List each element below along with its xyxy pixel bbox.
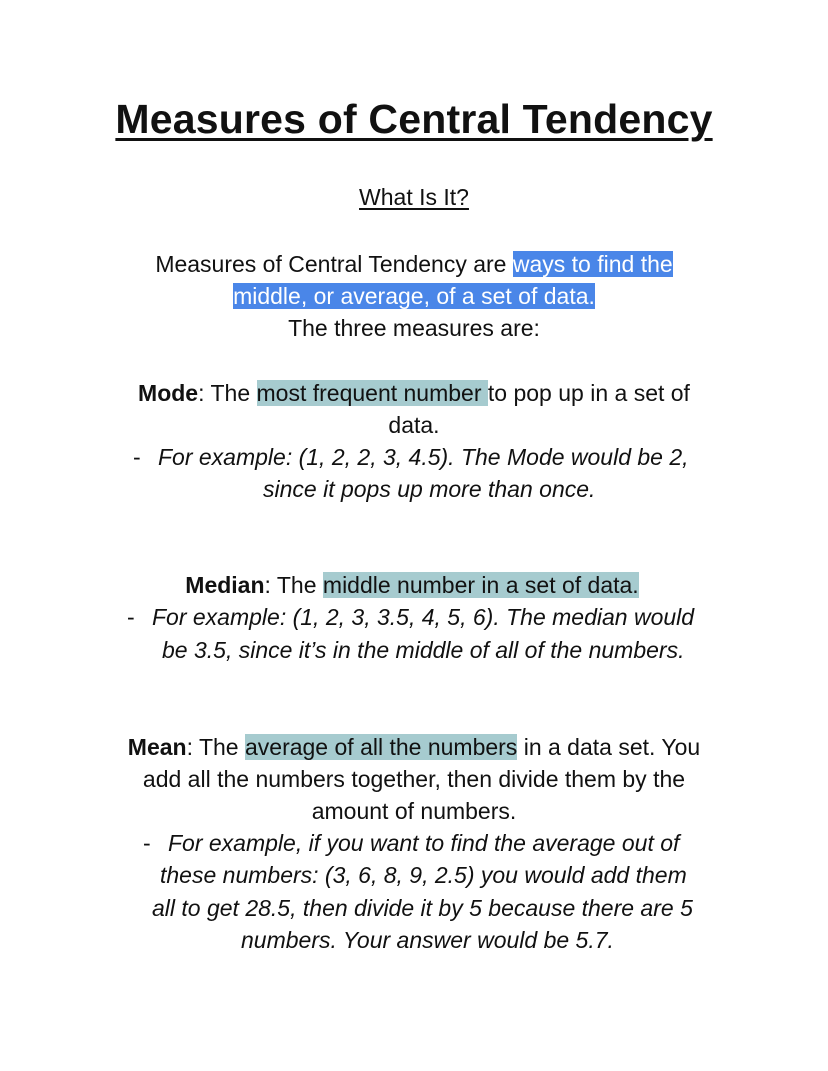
median-highlight: middle number in a set of data.: [322, 572, 639, 598]
intro-highlight-1: ways to find the: [512, 251, 673, 277]
intro-line-1: [0, 248, 828, 280]
intro-line-2: [0, 280, 828, 312]
mean-term: Mean: [127, 734, 187, 760]
mean-definition-line-3: amount of numbers.: [311, 798, 517, 824]
mean-example-line-2: these numbers: (3, 6, 8, 9, 2.5) you would add them: [160, 862, 687, 888]
median-colon: : The: [264, 572, 323, 598]
mean-after: in a data set. You: [517, 734, 701, 760]
mode-colon: : The: [198, 380, 257, 406]
mode-after: to pop up in a set of: [487, 380, 690, 406]
mean-colon: : The: [186, 734, 245, 760]
mode-definition-line-1: [0, 377, 828, 409]
mean-example-line-1: For example, if you want to find the average out of: [168, 830, 680, 856]
mode-example-line-1: For example: (1, 2, 2, 3, 4.5). The Mode would be 2,: [158, 444, 689, 470]
median-term: Median: [185, 572, 265, 598]
mean-example-line-4: numbers. Your answer would be 5.7.: [241, 927, 614, 953]
mean-dash: -: [143, 830, 151, 856]
mode-example-line-2: since it pops up more than once.: [263, 476, 596, 502]
mode-dash: -: [133, 444, 141, 470]
mode-highlight: most frequent number: [256, 380, 488, 406]
intro-line-3: The three measures are:: [288, 315, 540, 341]
median-example-line-2: be 3.5, since it’s in the middle of all of the numbers.: [162, 637, 685, 663]
mean-highlight: average of all the numbers: [244, 734, 518, 760]
intro-highlight-2: middle, or average, of a set of data.: [233, 283, 595, 309]
median-definition: [0, 569, 826, 601]
mode-term: Mode: [138, 380, 199, 406]
intro-text: Measures of Central Tendency are: [155, 251, 513, 277]
section-subtitle: What Is It?: [359, 184, 469, 210]
median-dash: -: [127, 604, 135, 630]
median-example-line-1: For example: (1, 2, 3, 3.5, 4, 5, 6). The median would: [152, 604, 695, 630]
mean-definition-line-1: [0, 731, 828, 763]
mean-definition-line-2: add all the numbers together, then divide them by the: [142, 766, 686, 792]
mean-example-line-3: all to get 28.5, then divide it by 5 because there are 5: [152, 895, 693, 921]
mode-definition-line-2: data.: [388, 412, 440, 438]
page-title: Measures of Central Tendency: [115, 96, 713, 142]
